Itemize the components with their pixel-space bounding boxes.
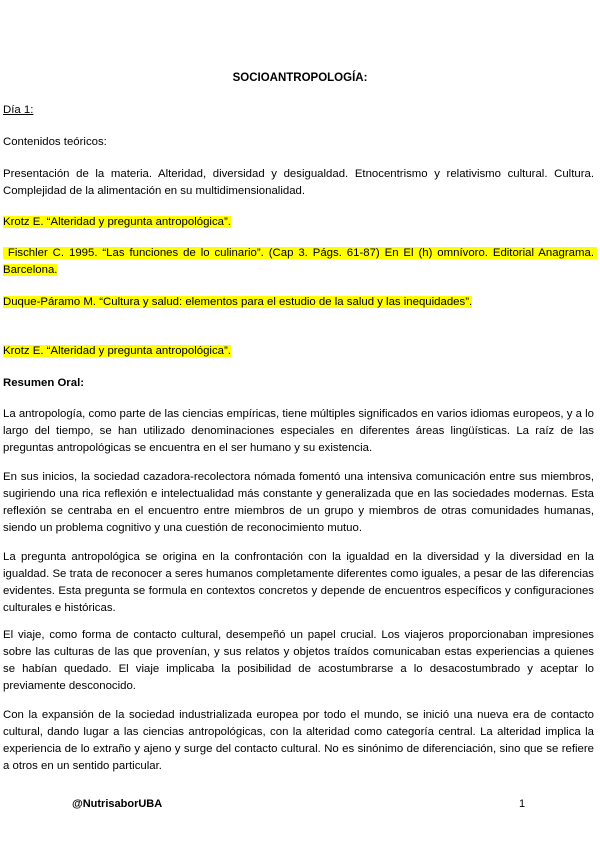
reference-duque-paramo-text: Duque-Páramo M. “Cultura y salud: elementos para el estudio de la salud y las inequidades”.	[3, 296, 473, 308]
footer-handle: @NutrisaborUBA	[72, 798, 163, 810]
presentation-paragraph: Presentación de la materia. Alteridad, diversidad y desigualdad. Etnocentrismo y relativismo cultural. Cultura. Complejidad de la alimentación en su multidimensionalidad.	[3, 168, 594, 198]
reference-fischler-text: Fischler C. 1995. “Las funciones de lo culinario”. (Cap 3. Págs. 61-87) En El (h) omnívoro. Editorial Anagrama. Barcelona.	[3, 247, 598, 277]
paragraph-4: El viaje, como forma de contacto cultural, desempeñó un papel crucial. Los viajeros proporcionaban impresiones sobre las culturas de las que provenían, y sus relatos y objetos traídos comunicaban estas experiencias a quienes se habían quedado. El viaje implicaba la posibilidad de acostumbrarse a lo desacostumbrado y aceptar lo previamente desconocido.	[3, 629, 594, 693]
paragraph-3: La pregunta antropológica se origina en la confrontación con la igualdad en la diversidad y la diversidad en la igualdad. Se trata de reconocer a seres humanos completamente diferentes como iguales, a pesar de las diferencias evidentes. Esta pregunta se formula en contextos concretos y depende de encuentros específicos y configuraciones culturales e históricas.	[3, 551, 594, 615]
reference-krotz-text: Krotz E. “Alteridad y pregunta antropológica”.	[3, 216, 231, 228]
paragraph-1: La antropología, como parte de las ciencias empíricas, tiene múltiples significados en varios idiomas europeos, y a lo largo del tiempo, se han utilizado denominaciones especiales en diferentes áreas lingüísticas. La raíz de las preguntas antropológicas se encuentra en el ser humano y su existencia.	[3, 408, 594, 455]
reference-krotz	[3, 214, 594, 231]
section-reference	[3, 343, 594, 360]
footer-page-number: 1	[519, 798, 526, 810]
day-label-text: Día 1:	[3, 104, 34, 116]
day-label	[3, 102, 594, 119]
section-reference-text: Krotz E. “Alteridad y pregunta antropológica”.	[3, 345, 231, 357]
contents-heading: Contenidos teóricos:	[3, 136, 107, 148]
paragraph-2: En sus inicios, la sociedad cazadora-recolectora nómada fomentó una intensiva comunicación entre sus miembros, sugiriendo una rica reflexión e intelectualidad más constante y generalizada que en las sociedades modernas. Esta reflexión se centraba en el encuentro entre miembros de un grupo y miembros de otras comunidades humanas, siendo un problema cognitivo y una cuestión de reconocimiento mutuo.	[3, 471, 594, 535]
document-title: SOCIOANTROPOLOGÍA:	[232, 72, 368, 84]
summary-heading: Resumen Oral:	[3, 377, 85, 389]
paragraph-5: Con la expansión de la sociedad industrializada europea por todo el mundo, se inició una nueva era de contacto cultural, dando lugar a las ciencias antropológicas, con la alteridad como categoría central. La alteridad implica la experiencia de lo extraño y ajeno y surge del contacto cultural. No es sinónimo de diferenciación, sino que se refiere a otros en un sentido particular.	[3, 709, 594, 773]
reference-fischler	[3, 245, 598, 279]
reference-duque-paramo	[3, 294, 594, 311]
